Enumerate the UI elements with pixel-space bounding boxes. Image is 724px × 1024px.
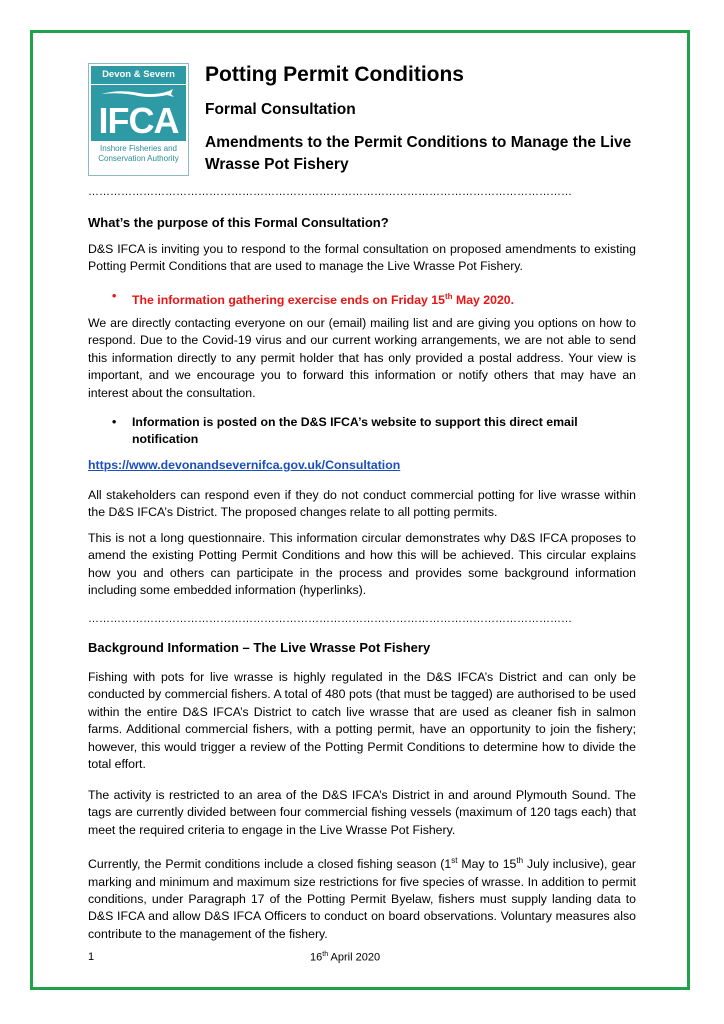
bullet-text: Information is posted on the D&S IFCA’s website to support this direct email notification bbox=[132, 415, 578, 447]
bullet-icon: • bbox=[112, 415, 117, 429]
logo-acronym: IFCA bbox=[91, 85, 186, 141]
section-heading-background: Background Information – The Live Wrasse Pot Fishery bbox=[88, 640, 431, 655]
page-number: 1 bbox=[88, 951, 95, 963]
logo-region-text: Devon & Severn bbox=[91, 66, 186, 84]
paragraph: All stakeholders can respond even if they do not conduct commercial potting for live wrasse within the D&S IFCA’s District. The proposed changes relate to all potting permits. bbox=[88, 488, 636, 520]
paragraph: We are directly contacting everyone on our (email) mailing list and are giving you options on how to respond. Due to the Covid-19 virus and our current working arrangements, we are not able to send this information directly to any permit holder that has only provided a postal address. Your view is important, and we encourage you to forward this information or notify others that may have an interest about the consultation. bbox=[88, 316, 636, 400]
page-title: Potting Permit Conditions bbox=[205, 63, 464, 86]
page-subtitle-secondary: Amendments to the Permit Conditions to Manage the Live Wrasse Pot Fishery bbox=[205, 134, 632, 173]
bullet-icon: • bbox=[112, 289, 117, 303]
paragraph: D&S IFCA is inviting you to respond to the formal consultation on proposed amendments to existing Potting Permit Conditions that are used to manage the Live Wrasse Pot Fishery. bbox=[88, 242, 636, 274]
page-subtitle: Formal Consultation bbox=[205, 101, 356, 118]
paragraph: This is not a long questionnaire. This information circular demonstrates why D&S IFCA proposes to amend the existing Potting Permit Conditions and how this will be achieved. This circular explains how you and others can participate in the process and provides some background information including some embedded information (hyperlinks). bbox=[88, 531, 636, 598]
fish-icon bbox=[99, 88, 175, 98]
paragraph: Currently, the Permit conditions include a closed fishing season (1st May to 15th July inclusive), gear marking and minimum and maximum size restrictions for five species of wrasse. In addition to permit conditions, under Paragraph 17 of the Potting Permit Byelaw, fishers must supply landing data to D&S IFCA and allow D&S IFCA Officers to conduct on board observations. Voluntary measures also contribute to the management of the fishery. bbox=[88, 856, 636, 941]
paragraph: Fishing with pots for live wrasse is highly regulated in the D&S IFCA’s District and can only be conducted by commercial fishers. A total of 480 pots (that must be tagged) are authorised to be used within the entire D&S IFCA’s District to catch live wrasse that are used as cleaner fish in salmon farms. Additional commercial fishers, with a potting permit, have an opportunity to join the fishery; however, this would trigger a review of the Potting Permit Conditions to determine how to divide the total effort. bbox=[88, 670, 636, 772]
logo-authority-text: Inshore Fisheries and Conservation Authority bbox=[98, 144, 179, 163]
bullet-text: The information gathering exercise ends on Friday 15th May 2020. bbox=[132, 292, 515, 308]
bullet-website bbox=[112, 414, 636, 450]
dotted-divider: …………………………………………………………………………………………………………………… bbox=[88, 186, 572, 198]
ifca-logo bbox=[88, 63, 189, 176]
dotted-divider: …………………………………………………………………………………………………………………… bbox=[88, 613, 572, 625]
footer-date: 16th April 2020 bbox=[310, 951, 381, 964]
consultation-link[interactable]: https://www.devonandsevernifca.gov.uk/Consultation bbox=[88, 458, 401, 472]
section-heading-purpose: What’s the purpose of this Formal Consultation? bbox=[88, 215, 389, 230]
paragraph: The activity is restricted to an area of the D&S IFCA’s District in and around Plymouth Sound. The tags are currently divided between four commercial fishing vessels (maximum of 120 tags each) that meet the required criteria to engage in the Live Wrasse Pot Fishery. bbox=[88, 788, 636, 837]
